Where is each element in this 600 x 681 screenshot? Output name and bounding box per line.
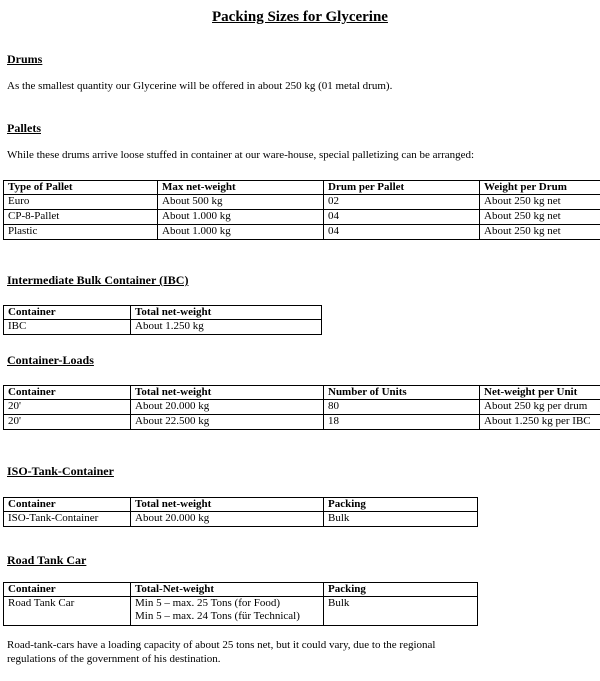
road-tank-table xyxy=(3,582,478,626)
iso-tank-heading: ISO-Tank-Container xyxy=(7,464,114,478)
table-cell: 20' xyxy=(4,400,131,415)
table-cell: About 250 kg net xyxy=(480,225,600,240)
column-header: Type of Pallet xyxy=(4,181,158,195)
table-cell-weight xyxy=(131,597,324,626)
column-header: Net-weight per Unit xyxy=(480,386,600,400)
road-tank-heading: Road Tank Car xyxy=(7,553,87,567)
table-cell: About 250 kg net xyxy=(480,195,600,210)
weight-line-technical: Min 5 – max. 24 Tons (für Technical) xyxy=(135,610,300,622)
column-header: Container xyxy=(4,306,131,320)
column-header: Number of Units xyxy=(324,386,480,400)
table-row xyxy=(4,195,600,210)
table-header-row xyxy=(4,181,600,195)
table-row xyxy=(4,320,322,335)
road-tank-note-line1: Road-tank-cars have a loading capacity of about 25 tons net, but it could vary, due to the regional xyxy=(7,639,436,651)
table-cell: 02 xyxy=(324,195,480,210)
table-cell: About 1.250 kg per IBC xyxy=(480,415,600,430)
table-header-row xyxy=(4,306,322,320)
table-cell: Bulk xyxy=(324,512,478,527)
table-header-row xyxy=(4,498,478,512)
column-header: Container xyxy=(4,386,131,400)
table-cell: About 1.000 kg xyxy=(158,210,324,225)
table-cell: 04 xyxy=(324,210,480,225)
table-cell: About 20.000 kg xyxy=(131,400,324,415)
table-cell: Euro xyxy=(4,195,158,210)
drums-heading: Drums xyxy=(7,52,43,66)
pallets-table xyxy=(3,180,600,240)
table-cell: Road Tank Car xyxy=(4,597,131,626)
table-cell: About 250 kg net xyxy=(480,210,600,225)
table-cell: CP-8-Pallet xyxy=(4,210,158,225)
table-row xyxy=(4,597,478,626)
column-header: Packing xyxy=(324,583,478,597)
table-cell: 20' xyxy=(4,415,131,430)
iso-tank-table xyxy=(3,497,478,527)
table-cell: Plastic xyxy=(4,225,158,240)
table-cell: IBC xyxy=(4,320,131,335)
column-header: Total-Net-weight xyxy=(131,583,324,597)
table-cell: Bulk xyxy=(324,597,478,626)
column-header: Container xyxy=(4,583,131,597)
ibc-heading: Intermediate Bulk Container (IBC) xyxy=(7,273,189,287)
pallets-heading: Pallets xyxy=(7,121,41,135)
table-cell: About 22.500 kg xyxy=(131,415,324,430)
table-cell: About 250 kg per drum xyxy=(480,400,600,415)
column-header: Max net-weight xyxy=(158,181,324,195)
column-header: Drum per Pallet xyxy=(324,181,480,195)
weight-line-food: Min 5 – max. 25 Tons (for Food) xyxy=(135,597,281,609)
table-cell: ISO-Tank-Container xyxy=(4,512,131,527)
column-header: Total net-weight xyxy=(131,386,324,400)
table-row xyxy=(4,400,600,415)
column-header: Packing xyxy=(324,498,478,512)
table-cell: About 1.000 kg xyxy=(158,225,324,240)
table-cell: 04 xyxy=(324,225,480,240)
table-cell: 80 xyxy=(324,400,480,415)
table-cell: About 1.250 kg xyxy=(131,320,322,335)
page-title: Packing Sizes for Glycerine xyxy=(212,9,388,25)
table-row xyxy=(4,210,600,225)
table-cell: 18 xyxy=(324,415,480,430)
column-header: Total net-weight xyxy=(131,498,324,512)
table-row xyxy=(4,225,600,240)
container-loads-table xyxy=(3,385,600,430)
column-header: Weight per Drum xyxy=(480,181,600,195)
pallets-text: While these drums arrive loose stuffed in container at our ware-house, special palletizing can be arranged: xyxy=(7,149,475,161)
column-header: Container xyxy=(4,498,131,512)
table-row xyxy=(4,512,478,527)
road-tank-note-line2: regulations of the government of his destination. xyxy=(7,653,221,665)
table-row xyxy=(4,415,600,430)
table-cell: About 500 kg xyxy=(158,195,324,210)
ibc-table xyxy=(3,305,322,335)
container-loads-heading: Container-Loads xyxy=(7,353,94,367)
table-header-row xyxy=(4,386,600,400)
table-header-row xyxy=(4,583,478,597)
column-header: Total net-weight xyxy=(131,306,322,320)
drums-text: As the smallest quantity our Glycerine will be offered in about 250 kg (01 metal drum). xyxy=(7,80,393,92)
table-cell: About 20.000 kg xyxy=(131,512,324,527)
